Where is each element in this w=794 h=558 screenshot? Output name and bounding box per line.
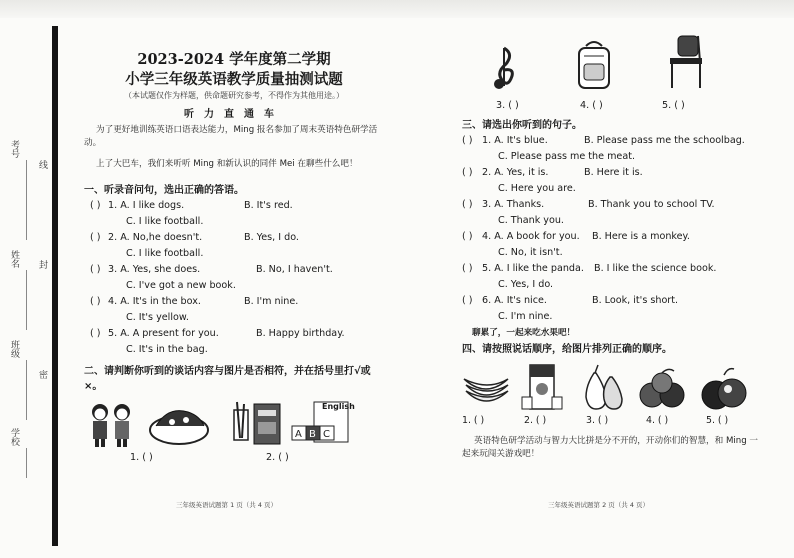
option-b: B. It's red. xyxy=(244,200,293,211)
answer-blank[interactable]: ( ) xyxy=(90,232,101,243)
question-row xyxy=(462,149,782,165)
margin-blank-line xyxy=(26,448,27,478)
section-1-heading: 一、听录音问句，选出正确的答语。 xyxy=(84,185,244,196)
intro-paragraph: 为了更好地训练英语口语表达能力，Ming 报名参加了周末英语特色研学活动。 xyxy=(84,125,378,148)
option-b: B. Look, it's short. xyxy=(592,295,679,306)
question-row xyxy=(462,245,782,261)
option-c: C. Please pass me the meat. xyxy=(498,151,636,162)
exam-term-title: 2023-2024 学年度第二学期 xyxy=(137,51,331,68)
svg-text:C: C xyxy=(323,429,330,440)
answer-blank[interactable]: ( ) xyxy=(462,199,473,210)
option-a: 3. A. Thanks. xyxy=(482,199,545,210)
option-c: C. Thank you. xyxy=(498,215,564,226)
option-c: C. Here you are. xyxy=(498,183,576,194)
option-c: C. I'm nine. xyxy=(498,311,553,322)
answer-blank[interactable]: ( ) xyxy=(462,167,473,178)
margin-blank-line xyxy=(26,160,27,240)
question-row xyxy=(462,165,782,181)
option-c: C. It's yellow. xyxy=(126,312,189,323)
exam-usage-note: （本试题仅作为样题，供命题研究参考，不得作为其他用途。） xyxy=(124,91,344,100)
left-page xyxy=(84,50,384,470)
margin-mark-secret: 密 xyxy=(37,370,47,379)
picture-1-answer[interactable]: 1. ( ) xyxy=(130,452,153,463)
option-a: 5. A. A present for you. xyxy=(108,328,219,339)
question-row xyxy=(84,326,384,342)
exam-main-title: 小学三年级英语教学质量抽测试题 xyxy=(125,71,343,88)
question-row xyxy=(462,133,782,149)
scan-top-band xyxy=(0,0,794,18)
question-row xyxy=(84,214,384,230)
option-b: B. Here is a monkey. xyxy=(592,231,690,242)
option-a: 6. A. It's nice. xyxy=(482,295,547,306)
answer-blank[interactable]: ( ) xyxy=(462,135,473,146)
milk-bottle-icon xyxy=(520,363,564,413)
margin-field-school: 学校 xyxy=(9,428,19,446)
stationery-icon xyxy=(232,398,286,450)
margin-field-name: 姓名 xyxy=(9,250,19,268)
question-row xyxy=(462,261,782,277)
margin-mark-seal: 封 xyxy=(37,260,47,269)
music-note-icon xyxy=(490,46,520,90)
option-a: 1. A. It's blue. xyxy=(482,135,548,146)
option-c: C. No, it isn't. xyxy=(498,247,563,258)
question-row xyxy=(84,262,384,278)
question-row xyxy=(84,230,384,246)
answer-blank[interactable]: ( ) xyxy=(90,328,101,339)
binding-bar xyxy=(52,26,58,546)
fruit-answer-row xyxy=(462,415,782,431)
option-a: 4. A. A book for you. xyxy=(482,231,580,242)
question-row xyxy=(462,181,782,197)
binding-margin xyxy=(6,120,50,480)
option-c: C. I like football. xyxy=(126,216,204,227)
section-4-heading: 四、请按照说话顺序，给图片排列正确的顺序。 xyxy=(462,344,672,355)
option-c: C. I've got a new book. xyxy=(126,280,236,291)
option-b: B. Happy birthday. xyxy=(256,328,345,339)
svg-text:A: A xyxy=(295,429,302,440)
option-b: B. Thank you to school TV. xyxy=(588,199,715,210)
question-row xyxy=(84,342,384,358)
outro-paragraph: 英语特色研学活动与智力大比拼是分不开的，开动你们的智慧，和 Ming 一起来玩闯关游戏吧！ xyxy=(462,436,758,459)
section-1-questions xyxy=(84,198,384,358)
question-row xyxy=(462,277,782,293)
schoolbag-icon xyxy=(574,38,614,90)
answer-blank[interactable]: ( ) xyxy=(90,264,101,275)
picture-2-answer[interactable]: 2. ( ) xyxy=(266,452,289,463)
margin-field-class: 班级 xyxy=(9,340,19,358)
option-a: 3. A. Yes, she does. xyxy=(108,264,201,275)
answer-blank[interactable]: ( ) xyxy=(462,263,473,274)
picture-4-answer[interactable]: 4. ( ) xyxy=(580,100,603,111)
question-row xyxy=(84,294,384,310)
right-page-footer: 三年级英语试题第 2 页（共 4 页） xyxy=(548,501,650,509)
listening-subtitle: 听力直通车 xyxy=(184,109,284,120)
fruit-pictures xyxy=(462,363,782,415)
option-a: 4. A. It's in the box. xyxy=(108,296,201,307)
option-a: 1. A. I like dogs. xyxy=(108,200,185,211)
question-row xyxy=(462,309,782,325)
svg-text:B: B xyxy=(309,429,316,440)
fruit-2-answer[interactable]: 2. ( ) xyxy=(524,415,547,426)
question-row xyxy=(462,197,782,213)
margin-blank-line xyxy=(26,360,27,420)
question-row xyxy=(84,278,384,294)
option-b: B. I'm nine. xyxy=(244,296,299,307)
margin-mark-line: 线 xyxy=(37,160,47,169)
picture-5-answer[interactable]: 5. ( ) xyxy=(662,100,685,111)
option-c: C. It's in the bag. xyxy=(126,344,208,355)
option-c: C. Yes, I do. xyxy=(498,279,554,290)
fruit-4-answer[interactable]: 4. ( ) xyxy=(646,415,669,426)
bananas-icon xyxy=(462,371,512,411)
option-b: B. I like the science book. xyxy=(594,263,717,274)
option-b: B. Yes, I do. xyxy=(244,232,299,243)
option-a: 5. A. I like the panda. xyxy=(482,263,584,274)
fruit-3-answer[interactable]: 3. ( ) xyxy=(586,415,609,426)
fruit-break-note: 聊累了，一起来吃水果吧！ xyxy=(472,328,576,338)
question-row xyxy=(462,213,782,229)
intro-paragraph-2: 上了大巴车，我们来听听 Ming 和新认识的同伴 Mei 在聊些什么吧！ xyxy=(96,159,358,169)
section-2-pictures-continued xyxy=(462,22,782,114)
answer-blank[interactable]: ( ) xyxy=(462,295,473,306)
question-row xyxy=(84,198,384,214)
apples-icon xyxy=(700,365,748,413)
answer-blank[interactable]: ( ) xyxy=(90,296,101,307)
oranges-icon xyxy=(638,367,686,413)
margin-field-exam-no: 考号 xyxy=(9,140,19,158)
left-page-footer: 三年级英语试题第 1 页（共 4 页） xyxy=(176,501,278,509)
fruit-5-answer[interactable]: 5. ( ) xyxy=(706,415,729,426)
section-2-heading: 二、请判断你听到的谈话内容与图片是否相符，并在括号里打√或×。 xyxy=(84,366,371,392)
kids-picture-icon xyxy=(86,402,136,448)
option-a: 2. A. No,he doesn't. xyxy=(108,232,203,243)
option-b: B. Here it is. xyxy=(584,167,643,178)
right-page xyxy=(462,22,782,461)
section-3-questions xyxy=(462,133,782,325)
section-3-heading: 三、请选出你听到的句子。 xyxy=(462,120,582,131)
option-a: 2. A. Yes, it is. xyxy=(482,167,549,178)
pears-icon xyxy=(580,363,626,413)
answer-blank[interactable]: ( ) xyxy=(90,200,101,211)
fruit-1-answer[interactable]: 1. ( ) xyxy=(462,415,485,426)
option-c: C. I like football. xyxy=(126,248,204,259)
question-row xyxy=(84,310,384,326)
answer-blank[interactable]: ( ) xyxy=(462,231,473,242)
question-row xyxy=(84,246,384,262)
food-plate-icon xyxy=(148,400,210,448)
margin-blank-line xyxy=(26,270,27,330)
section-2-pictures xyxy=(84,394,384,470)
question-row xyxy=(462,293,782,309)
question-row xyxy=(462,229,782,245)
english-book-label: English xyxy=(322,402,355,411)
chair-with-bag-icon xyxy=(666,32,706,90)
picture-3-answer[interactable]: 3. ( ) xyxy=(496,100,519,111)
option-b: B. No, I haven't. xyxy=(256,264,333,275)
option-b: B. Please pass me the schoolbag. xyxy=(584,135,745,146)
